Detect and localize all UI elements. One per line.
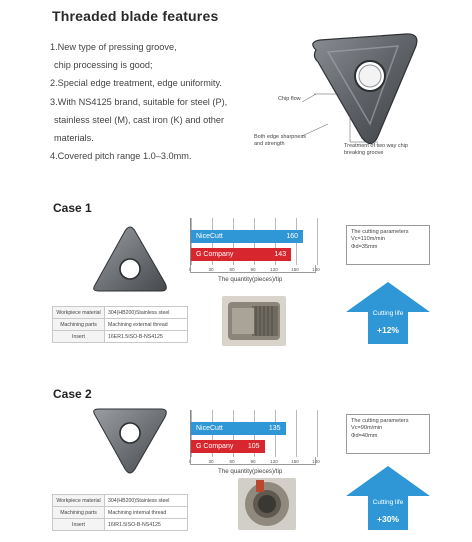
bar-data-label: 135 [268, 425, 281, 432]
chart-tick-label: 0 [188, 267, 192, 272]
table-row: Insert 16IR1.5ISO-B-NS4125 [53, 519, 188, 531]
table-row: Machining parts Machining external thread [53, 319, 188, 331]
insert-case1-image [89, 223, 171, 297]
chart-gridline [317, 218, 318, 265]
feature-line: 1.New type of pressing groove, [50, 42, 177, 52]
chart-tick-label: 180 [312, 459, 320, 464]
callout-chip-flow: Chip flow [278, 96, 301, 102]
case-title: Case 2 [53, 387, 92, 401]
spec-table-case2 [52, 494, 188, 531]
case-title: Case 1 [53, 201, 92, 215]
feature-line: 3.With NS4125 brand, suitable for steel (P), [50, 96, 228, 107]
table-row: Workpiece material 304(HB200)Stainless steel [53, 307, 188, 319]
chart-tick-label: 90 [250, 459, 256, 464]
bar-category-label: NiceCutt [196, 425, 223, 432]
callout-treatment: Treatment of two way chip breaking groove [344, 143, 408, 156]
chart-tick-label: 30 [208, 267, 214, 272]
bar-g-company [191, 440, 265, 453]
chart-tick-label: 120 [270, 267, 278, 272]
feature-line: 4.Covered pitch range 1.0–3.0mm. [50, 151, 192, 162]
chart-gridline [296, 410, 297, 457]
chart-tick-label: 30 [208, 459, 214, 464]
bar-category-label: G Company [196, 251, 234, 258]
callout-edge: Both edge sharpness and strength [254, 134, 306, 147]
bar-data-label: 105 [247, 443, 260, 450]
chart-tick-label: 60 [229, 267, 235, 272]
chart-tick-label: 90 [250, 267, 256, 272]
workpiece-photo-case1 [222, 296, 286, 346]
cutting-life-value: +30% [377, 514, 399, 524]
table-row: Machining parts Machining internal thread [53, 507, 188, 519]
cutting-params-case2: The cutting parameters Vc=90m/min Φd=40mm [346, 414, 430, 454]
cutting-life-arrow-case2 [346, 466, 430, 530]
cutting-params-case1: The cutting parameters Vc=110m/min Φd=35mm [346, 225, 430, 265]
chart-gridline [317, 410, 318, 457]
cutting-life-value: +12% [377, 325, 399, 335]
chart-axis-title: The quantity(pieces)/tip [218, 276, 283, 283]
cutting-life-label: Cutting life [372, 499, 404, 506]
chart-tick-label: 120 [270, 459, 278, 464]
feature-line: materials. [54, 133, 94, 144]
bar-data-label: 143 [274, 251, 287, 258]
feature-line: chip processing is good; [54, 60, 153, 71]
chart-axis-box [190, 265, 316, 273]
bar-nicecutt [191, 230, 303, 243]
bar-chart-case1 [190, 218, 325, 300]
feature-line: stainless steel (M), cast iron (K) and other [54, 114, 225, 125]
chart-tick-label: 180 [312, 267, 320, 272]
bar-category-label: G Company [196, 443, 234, 450]
insert-case2-image [89, 407, 171, 481]
cutting-life-label: Cutting life [372, 310, 404, 317]
workpiece-photo-case2 [238, 478, 296, 530]
feature-line: 2.Special edge treatment, edge uniformity. [50, 78, 222, 89]
chart-tick-label: 150 [291, 267, 299, 272]
chart-plot-area [190, 410, 316, 457]
chart-axis-title: The quantity(pieces)/tip [218, 468, 283, 475]
feature-list [50, 38, 280, 165]
table-row: Workpiece material 304(HB200)Stainless steel [53, 495, 188, 507]
chart-tick-label: 60 [229, 459, 235, 464]
chart-tick-label: 150 [291, 459, 299, 464]
page-title: Threaded blade features [52, 8, 219, 24]
bar-chart-case2 [190, 410, 325, 480]
chart-plot-area [190, 218, 316, 265]
bar-data-label: 160 [286, 233, 298, 240]
chart-axis-box [190, 457, 316, 465]
cutting-life-arrow-case1 [346, 282, 430, 344]
bar-g-company [191, 248, 291, 261]
bar-nicecutt [191, 422, 286, 435]
table-row: Insert 16ER1.5ISO-B-NS4125 [53, 331, 188, 343]
bar-category-label: NiceCutt [196, 233, 223, 240]
spec-table-case1 [52, 306, 188, 343]
chart-tick-label: 0 [188, 459, 192, 464]
